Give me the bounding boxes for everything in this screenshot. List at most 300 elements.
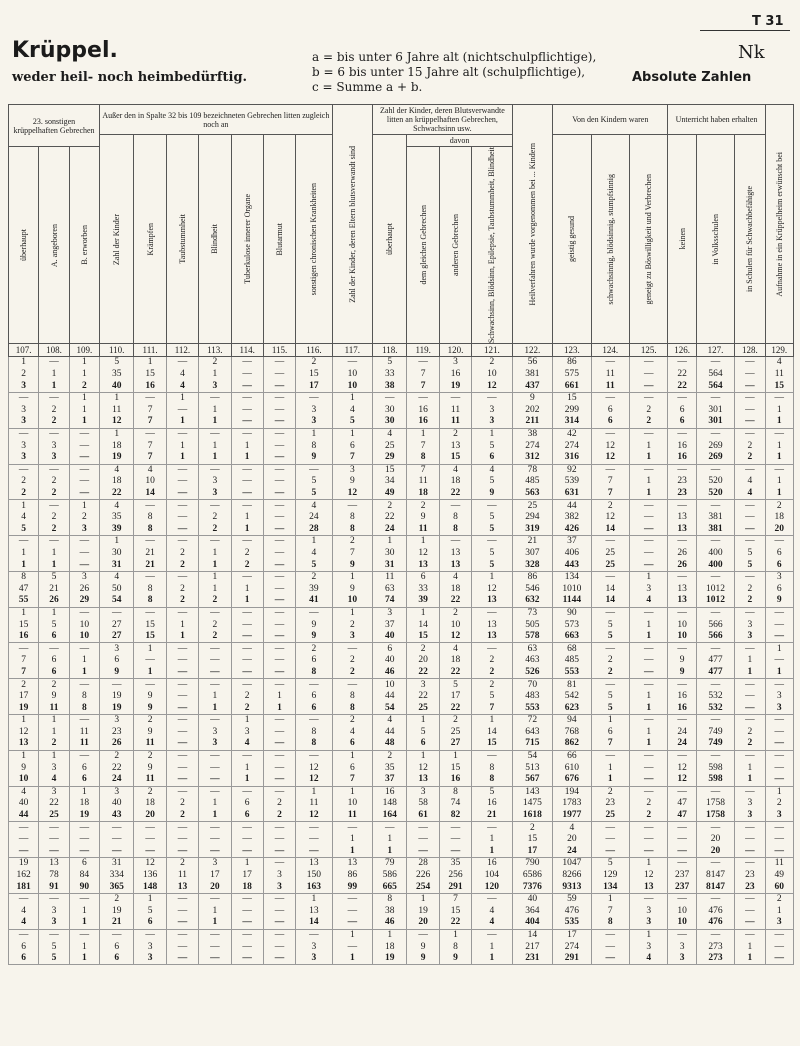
table-cell: 9: [9, 762, 39, 774]
table-cell: —: [9, 464, 39, 476]
table-cell: 7: [134, 416, 166, 428]
table-cell: 8: [332, 702, 372, 714]
table-row: [9, 929, 794, 941]
table-cell: 578: [512, 631, 552, 643]
table-cell: —: [199, 786, 231, 798]
table-cell: —: [199, 929, 231, 941]
table-row: [9, 881, 794, 893]
table-cell: —: [263, 727, 295, 739]
table-cell: 16: [439, 369, 471, 381]
table-cell: —: [263, 953, 295, 965]
table-cell: —: [231, 357, 263, 369]
table-cell: 9: [332, 476, 372, 488]
table-cell: 18: [439, 655, 471, 667]
table-cell: 16: [373, 786, 407, 798]
table-cell: —: [591, 846, 629, 858]
table-cell: 2: [263, 810, 295, 822]
table-cell: —: [696, 929, 734, 941]
table-cell: 3: [296, 405, 332, 417]
table-cell: —: [231, 679, 263, 691]
table-cell: 1: [231, 440, 263, 452]
table-cell: —: [134, 655, 166, 667]
table-cell: 563: [512, 488, 552, 500]
table-cell: 148: [373, 798, 407, 810]
table-cell: 1: [134, 357, 166, 369]
table-cell: 12: [332, 488, 372, 500]
table-cell: 1: [373, 536, 407, 548]
table-cell: 1: [630, 691, 668, 703]
table-cell: 6: [472, 452, 512, 464]
column-number: 115.: [263, 344, 295, 357]
table-cell: 1758: [696, 798, 734, 810]
table-cell: 2: [166, 858, 198, 870]
table-cell: 3: [439, 357, 471, 369]
table-cell: 31: [100, 858, 134, 870]
table-cell: 274: [512, 440, 552, 452]
table-cell: 2: [765, 893, 793, 905]
table-cell: 3: [39, 786, 69, 798]
table-cell: 11: [765, 858, 793, 870]
table-cell: 1: [69, 655, 99, 667]
table-cell: 19: [439, 380, 471, 392]
table-cell: 20: [696, 846, 734, 858]
table-cell: 86: [332, 870, 372, 882]
table-cell: 5: [296, 488, 332, 500]
table-cell: 4: [100, 500, 134, 512]
table-cell: 18: [765, 512, 793, 524]
table-cell: 11: [134, 774, 166, 786]
table-cell: 3: [199, 476, 231, 488]
table-cell: —: [9, 893, 39, 905]
table-cell: —: [765, 392, 793, 404]
table-cell: —: [630, 357, 668, 369]
table-cell: 22: [439, 917, 471, 929]
table-cell: 400: [696, 548, 734, 560]
table-cell: 520: [696, 476, 734, 488]
table-cell: 1: [231, 762, 263, 774]
table-cell: —: [263, 369, 295, 381]
table-cell: 5: [9, 523, 39, 535]
table-cell: 20: [765, 523, 793, 535]
table-cell: —: [69, 846, 99, 858]
table-cell: —: [296, 929, 332, 941]
table-cell: 307: [512, 548, 552, 560]
table-cell: —: [69, 929, 99, 941]
table-cell: 7: [472, 702, 512, 714]
table-cell: 7: [591, 738, 629, 750]
table-cell: 14: [512, 929, 552, 941]
table-cell: —: [668, 392, 696, 404]
table-row: [9, 607, 794, 619]
table-cell: —: [134, 428, 166, 440]
table-cell: —: [166, 774, 198, 786]
table-cell: —: [668, 714, 696, 726]
table-cell: 2: [199, 595, 231, 607]
table-cell: —: [630, 380, 668, 392]
table-row: [9, 810, 794, 822]
table-row: [9, 714, 794, 726]
table-cell: 294: [512, 512, 552, 524]
table-cell: 1: [765, 416, 793, 428]
table-cell: 2: [166, 810, 198, 822]
header-col-108: A. angeboren: [39, 147, 69, 344]
table-cell: —: [263, 559, 295, 571]
table-cell: 3: [9, 440, 39, 452]
table-cell: 14: [296, 917, 332, 929]
table-cell: 1: [630, 727, 668, 739]
table-cell: 1: [630, 571, 668, 583]
table-cell: —: [591, 679, 629, 691]
table-cell: —: [199, 834, 231, 846]
table-cell: 1: [69, 941, 99, 953]
table-cell: —: [166, 905, 198, 917]
table-row: [9, 643, 794, 655]
table-cell: 485: [512, 476, 552, 488]
table-cell: 28: [407, 858, 439, 870]
table-cell: —: [332, 500, 372, 512]
table-cell: 274: [553, 941, 591, 953]
table-cell: —: [263, 488, 295, 500]
page-number: T 31: [752, 14, 784, 29]
table-cell: 3: [199, 858, 231, 870]
table-cell: —: [696, 464, 734, 476]
table-cell: 11: [439, 405, 471, 417]
table-cell: —: [630, 822, 668, 834]
table-cell: 8: [296, 667, 332, 679]
table-cell: 5: [591, 702, 629, 714]
table-cell: 1: [9, 357, 39, 369]
table-cell: 5: [39, 619, 69, 631]
table-cell: 1: [332, 392, 372, 404]
table-cell: 37: [373, 774, 407, 786]
table-cell: —: [166, 512, 198, 524]
table-cell: 4: [472, 917, 512, 929]
table-cell: 4: [166, 369, 198, 381]
table-cell: 3: [199, 727, 231, 739]
table-cell: —: [134, 834, 166, 846]
table-cell: 9: [332, 559, 372, 571]
table-cell: 19: [9, 702, 39, 714]
table-cell: —: [696, 679, 734, 691]
table-cell: 22: [439, 595, 471, 607]
table-cell: —: [231, 786, 263, 798]
table-cell: 1: [332, 571, 372, 583]
table-cell: 7376: [512, 881, 552, 893]
table-row: [9, 798, 794, 810]
table-cell: 1: [472, 571, 512, 583]
table-cell: —: [472, 822, 512, 834]
table-cell: 5: [39, 953, 69, 965]
table-cell: 3: [100, 714, 134, 726]
table-cell: 2: [231, 702, 263, 714]
table-cell: 6: [407, 571, 439, 583]
table-cell: 1: [630, 488, 668, 500]
table-cell: —: [100, 846, 134, 858]
table-cell: 27: [439, 738, 471, 750]
table-cell: —: [696, 500, 734, 512]
table-cell: —: [166, 691, 198, 703]
table-cell: 9: [407, 953, 439, 965]
table-cell: 6: [39, 631, 69, 643]
table-cell: 10: [134, 476, 166, 488]
table-cell: 25: [39, 810, 69, 822]
definition-b: b = 6 bis unter 15 Jahre alt (schulpflichtige),: [312, 65, 586, 79]
table-cell: 3: [69, 571, 99, 583]
table-cell: —: [9, 392, 39, 404]
table-cell: —: [166, 846, 198, 858]
table-cell: —: [263, 714, 295, 726]
table-cell: 12: [472, 380, 512, 392]
table-cell: 16: [668, 691, 696, 703]
table-cell: 4: [553, 822, 591, 834]
table-row: [9, 488, 794, 500]
table-cell: 35: [100, 512, 134, 524]
table-cell: 2: [39, 488, 69, 500]
table-cell: —: [263, 667, 295, 679]
table-cell: 15: [472, 738, 512, 750]
table-cell: 6: [39, 667, 69, 679]
table-cell: 46: [373, 917, 407, 929]
table-cell: —: [199, 941, 231, 953]
table-cell: 11: [373, 571, 407, 583]
table-cell: —: [166, 738, 198, 750]
table-cell: 1010: [553, 583, 591, 595]
table-cell: 426: [553, 523, 591, 535]
table-cell: 49: [765, 870, 793, 882]
table-cell: —: [668, 929, 696, 941]
table-cell: 15: [765, 380, 793, 392]
table-cell: 15: [407, 631, 439, 643]
table-cell: —: [765, 428, 793, 440]
table-row: [9, 893, 794, 905]
table-cell: —: [199, 500, 231, 512]
table-cell: 1: [407, 750, 439, 762]
table-cell: 2: [199, 631, 231, 643]
table-cell: —: [263, 631, 295, 643]
table-cell: 3: [263, 870, 295, 882]
table-cell: 44: [373, 727, 407, 739]
table-cell: 9: [439, 953, 471, 965]
table-cell: 94: [553, 714, 591, 726]
table-cell: —: [439, 822, 471, 834]
table-cell: 2: [472, 667, 512, 679]
table-cell: —: [69, 643, 99, 655]
table-cell: 1: [296, 536, 332, 548]
table-cell: 1: [166, 452, 198, 464]
table-row: [9, 679, 794, 691]
table-cell: 1: [373, 846, 407, 858]
table-cell: 9: [668, 667, 696, 679]
table-cell: 7: [407, 380, 439, 392]
column-number: 123.: [553, 344, 591, 357]
table-cell: —: [39, 893, 69, 905]
table-row: [9, 476, 794, 488]
table-cell: 3: [296, 941, 332, 953]
table-cell: —: [166, 357, 198, 369]
table-cell: 12: [591, 452, 629, 464]
header-col-119: dem gleichen Gebrechen: [407, 147, 439, 344]
column-number: 120.: [439, 344, 471, 357]
table-cell: —: [591, 834, 629, 846]
table-cell: —: [332, 643, 372, 655]
table-cell: 7: [591, 488, 629, 500]
table-cell: 3: [100, 643, 134, 655]
table-cell: 1: [231, 452, 263, 464]
table-cell: —: [630, 428, 668, 440]
table-cell: 4: [296, 500, 332, 512]
table-row: [9, 380, 794, 392]
table-cell: 2: [407, 500, 439, 512]
table-cell: 10: [373, 679, 407, 691]
table-cell: 90: [69, 881, 99, 893]
table-cell: 60: [765, 881, 793, 893]
table-cell: 22: [100, 762, 134, 774]
table-cell: 2: [472, 357, 512, 369]
table-cell: —: [472, 750, 512, 762]
table-cell: 1: [231, 774, 263, 786]
table-cell: 2: [735, 738, 765, 750]
table-cell: 2: [472, 655, 512, 667]
table-cell: —: [199, 893, 231, 905]
table-cell: 1: [332, 834, 372, 846]
table-cell: 28: [296, 523, 332, 535]
table-cell: —: [696, 392, 734, 404]
table-cell: 5: [332, 416, 372, 428]
header-col-107: überhaupt: [9, 147, 39, 344]
table-cell: 598: [696, 774, 734, 786]
table-cell: 7: [9, 667, 39, 679]
table-cell: —: [439, 834, 471, 846]
table-cell: 3: [630, 941, 668, 953]
table-cell: 41: [296, 595, 332, 607]
table-cell: 13: [472, 595, 512, 607]
table-cell: 1: [332, 786, 372, 798]
column-number: 121.: [472, 344, 512, 357]
table-cell: —: [166, 607, 198, 619]
table-cell: 1: [765, 440, 793, 452]
table-cell: —: [263, 858, 295, 870]
table-cell: 291: [439, 881, 471, 893]
table-cell: —: [263, 822, 295, 834]
column-number: 128.: [735, 344, 765, 357]
table-cell: 1: [439, 929, 471, 941]
table-cell: 1: [407, 893, 439, 905]
table-cell: —: [735, 714, 765, 726]
table-cell: —: [735, 893, 765, 905]
table-cell: 26: [668, 559, 696, 571]
table-cell: 3: [630, 917, 668, 929]
table-cell: 2: [199, 512, 231, 524]
table-cell: 43: [100, 810, 134, 822]
table-cell: 2: [296, 357, 332, 369]
table-cell: —: [231, 380, 263, 392]
table-cell: —: [591, 428, 629, 440]
table-cell: 553: [512, 702, 552, 714]
table-cell: —: [765, 619, 793, 631]
table-cell: 3: [39, 762, 69, 774]
table-cell: 3: [199, 738, 231, 750]
table-cell: —: [630, 392, 668, 404]
table-cell: —: [263, 774, 295, 786]
table-cell: 19: [100, 905, 134, 917]
table-cell: —: [199, 714, 231, 726]
table-cell: 129: [591, 870, 629, 882]
table-cell: 4: [735, 476, 765, 488]
table-cell: 532: [696, 691, 734, 703]
table-cell: 1: [39, 607, 69, 619]
table-cell: —: [696, 536, 734, 548]
table-cell: —: [472, 536, 512, 548]
column-number: 124.: [591, 344, 629, 357]
table-cell: —: [166, 643, 198, 655]
table-cell: —: [69, 822, 99, 834]
table-cell: —: [100, 822, 134, 834]
table-cell: 4: [765, 357, 793, 369]
table-cell: 150: [296, 870, 332, 882]
table-cell: —: [231, 905, 263, 917]
table-cell: —: [263, 440, 295, 452]
table-cell: —: [263, 392, 295, 404]
table-cell: —: [296, 834, 332, 846]
column-number: 127.: [696, 344, 734, 357]
table-cell: 1: [591, 714, 629, 726]
table-cell: —: [735, 416, 765, 428]
header-col-120: anderen Gebrechen: [439, 147, 471, 344]
table-cell: 13: [296, 858, 332, 870]
table-cell: 4: [630, 953, 668, 965]
table-cell: 5: [591, 619, 629, 631]
table-cell: 3: [134, 941, 166, 953]
table-cell: 1: [765, 452, 793, 464]
table-cell: 74: [373, 595, 407, 607]
table-cell: 9: [296, 619, 332, 631]
table-cell: 2: [166, 583, 198, 595]
table-cell: 30: [373, 548, 407, 560]
table-cell: 54: [512, 750, 552, 762]
table-cell: 24: [296, 512, 332, 524]
table-cell: 9: [668, 655, 696, 667]
table-cell: 27: [100, 631, 134, 643]
table-cell: 11: [166, 870, 198, 882]
table-cell: 1: [735, 655, 765, 667]
table-cell: —: [630, 369, 668, 381]
header-col-116: sonstigen chronischen Krankheiten: [296, 135, 332, 344]
table-cell: —: [630, 643, 668, 655]
header-col-121: Schwachsinn, Blödsinn, Epilepsie, Taubstummheit, Blindheit: [472, 147, 512, 344]
table-cell: —: [668, 643, 696, 655]
table-cell: 269: [696, 452, 734, 464]
table-row: [9, 941, 794, 953]
table-cell: 2: [296, 643, 332, 655]
table-cell: 2: [199, 523, 231, 535]
table-cell: 5: [472, 786, 512, 798]
table-cell: 15: [439, 762, 471, 774]
table-cell: 1: [630, 929, 668, 941]
table-cell: 2: [231, 691, 263, 703]
table-cell: 16: [472, 798, 512, 810]
table-cell: 4: [332, 727, 372, 739]
table-cell: 1: [199, 810, 231, 822]
table-cell: 21: [472, 810, 512, 822]
table-cell: 4: [9, 917, 39, 929]
table-cell: —: [134, 822, 166, 834]
header-col-127: in Volksschulen: [696, 135, 734, 344]
table-cell: 1: [407, 714, 439, 726]
table-cell: —: [166, 523, 198, 535]
table-cell: 47: [668, 810, 696, 822]
table-cell: —: [668, 834, 696, 846]
table-cell: 1: [332, 750, 372, 762]
